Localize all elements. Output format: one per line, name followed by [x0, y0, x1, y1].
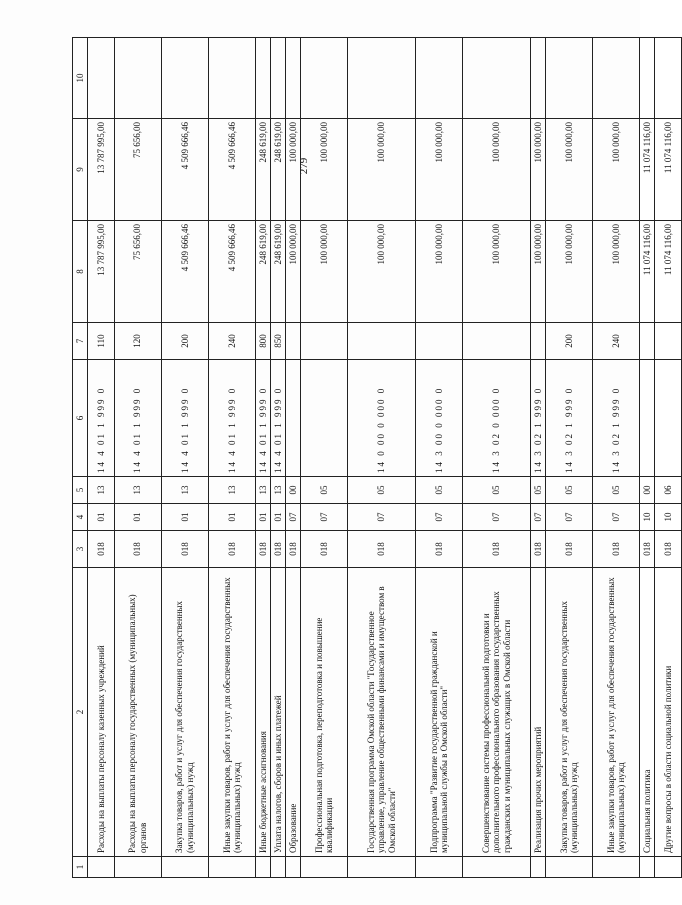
section-code-cell: 07 [416, 504, 463, 531]
empty-cell [271, 38, 286, 119]
expense-type-cell: 200 [546, 323, 593, 360]
subsection-code-cell: 05 [463, 477, 531, 504]
section-code-cell: 10 [655, 504, 682, 531]
expense-type-cell [286, 323, 301, 360]
subsection-code-cell: 05 [546, 477, 593, 504]
row-number-cell [301, 857, 348, 878]
section-code-cell: 01 [88, 504, 115, 531]
target-article-cell: 14 4 01 1 999 0 [114, 360, 161, 477]
amount-cell: 100 000,00 [546, 119, 593, 221]
row-name-cell: Образование [286, 568, 301, 857]
admin-code-cell: 018 [463, 531, 531, 568]
row-name-cell: Расходы на выплаты персоналу казенных учреждений [88, 568, 115, 857]
row-number-cell [416, 857, 463, 878]
column-number: 3 [73, 531, 88, 568]
admin-code-cell: 018 [348, 531, 416, 568]
subsection-code-cell: 13 [256, 477, 271, 504]
column-number: 2 [73, 568, 88, 857]
subsection-code-cell: 06 [655, 477, 682, 504]
target-article-cell: 14 4 01 1 999 0 [256, 360, 271, 477]
amount-cell: 100 000,00 [416, 119, 463, 221]
table-row [301, 38, 348, 878]
table-row [593, 38, 640, 878]
empty-cell [463, 38, 531, 119]
expense-type-cell [463, 323, 531, 360]
admin-code-cell: 018 [114, 531, 161, 568]
expense-type-cell [301, 323, 348, 360]
column-number: 9 [73, 119, 88, 221]
amount-cell: 100 000,00 [463, 221, 531, 323]
subsection-code-cell: 13 [114, 477, 161, 504]
admin-code-cell: 018 [271, 531, 286, 568]
amount-cell: 4 509 666,46 [208, 221, 255, 323]
column-number: 5 [73, 477, 88, 504]
table-row [271, 38, 286, 878]
table-row [348, 38, 416, 878]
amount-cell: 248 619,00 [271, 221, 286, 323]
empty-cell [655, 38, 682, 119]
table-row [546, 38, 593, 878]
admin-code-cell: 018 [286, 531, 301, 568]
section-code-cell: 07 [531, 504, 546, 531]
amount-cell: 13 787 995,00 [88, 221, 115, 323]
target-article-cell: 14 3 00 0 000 0 [416, 360, 463, 477]
rotated-table-wrapper [72, 48, 682, 878]
subsection-code-cell: 13 [271, 477, 286, 504]
section-code-cell: 01 [271, 504, 286, 531]
row-name-cell: Иные закупки товаров, работ и услуг для обеспечения государственных (муниципальных) нужд [593, 568, 640, 857]
empty-cell [208, 38, 255, 119]
admin-code-cell: 018 [301, 531, 348, 568]
section-code-cell: 07 [463, 504, 531, 531]
empty-cell [256, 38, 271, 119]
empty-cell [416, 38, 463, 119]
target-article-cell: 14 3 02 0 000 0 [463, 360, 531, 477]
row-name-cell: Иные бюджетные ассигнования [256, 568, 271, 857]
expense-type-cell [640, 323, 655, 360]
empty-cell [88, 38, 115, 119]
amount-cell: 4 509 666,46 [208, 119, 255, 221]
row-number-cell [655, 857, 682, 878]
expense-type-cell [416, 323, 463, 360]
expense-type-cell: 240 [593, 323, 640, 360]
row-number-cell [88, 857, 115, 878]
row-number-cell [161, 857, 208, 878]
expense-type-cell [655, 323, 682, 360]
table-row [256, 38, 271, 878]
empty-cell [640, 38, 655, 119]
column-number: 1 [73, 857, 88, 878]
row-number-cell [463, 857, 531, 878]
empty-cell [114, 38, 161, 119]
target-article-cell [655, 360, 682, 477]
column-number: 4 [73, 504, 88, 531]
amount-cell: 100 000,00 [301, 221, 348, 323]
empty-cell [348, 38, 416, 119]
expense-type-cell: 200 [161, 323, 208, 360]
table-row [531, 38, 546, 878]
target-article-cell: 14 4 01 1 999 0 [208, 360, 255, 477]
target-article-cell: 14 3 02 1 999 0 [531, 360, 546, 477]
row-name-cell: Иные закупки товаров, работ и услуг для обеспечения государственных (муниципальных) нужд [208, 568, 255, 857]
admin-code-cell: 018 [161, 531, 208, 568]
amount-cell: 75 656,00 [114, 119, 161, 221]
row-number-cell [286, 857, 301, 878]
section-code-cell: 10 [640, 504, 655, 531]
target-article-cell [301, 360, 348, 477]
subsection-code-cell: 13 [208, 477, 255, 504]
empty-cell [286, 38, 301, 119]
expense-type-cell: 120 [114, 323, 161, 360]
section-code-cell: 01 [161, 504, 208, 531]
row-name-cell: Другие вопросы в области социальной политики [655, 568, 682, 857]
amount-cell: 11 074 116,00 [640, 221, 655, 323]
table-row [208, 38, 255, 878]
row-number-cell [348, 857, 416, 878]
expense-type-cell [531, 323, 546, 360]
subsection-code-cell: 05 [593, 477, 640, 504]
target-article-cell [286, 360, 301, 477]
target-article-cell: 14 4 01 1 999 0 [161, 360, 208, 477]
subsection-code-cell: 05 [301, 477, 348, 504]
row-number-cell [114, 857, 161, 878]
row-name-cell: Расходы на выплаты персоналу государственных (муниципальных) органов [114, 568, 161, 857]
row-number-cell [593, 857, 640, 878]
admin-code-cell: 018 [655, 531, 682, 568]
amount-cell: 13 787 995,00 [88, 119, 115, 221]
amount-cell: 100 000,00 [286, 119, 301, 221]
subsection-code-cell: 00 [640, 477, 655, 504]
target-article-cell [640, 360, 655, 477]
amount-cell: 11 074 116,00 [655, 221, 682, 323]
amount-cell: 100 000,00 [531, 221, 546, 323]
row-name-cell: Уплата налогов, сборов и иных платежей [271, 568, 286, 857]
subsection-code-cell: 05 [348, 477, 416, 504]
column-number: 7 [73, 323, 88, 360]
expense-type-cell: 240 [208, 323, 255, 360]
row-name-cell: Закупка товаров, работ и услуг для обеспечения государственных (муниципальных) нужд [161, 568, 208, 857]
column-number: 6 [73, 360, 88, 477]
subsection-code-cell: 05 [416, 477, 463, 504]
row-number-cell [208, 857, 255, 878]
section-code-cell: 01 [114, 504, 161, 531]
amount-cell: 248 619,00 [256, 119, 271, 221]
amount-cell: 75 656,00 [114, 221, 161, 323]
expense-type-cell: 850 [271, 323, 286, 360]
admin-code-cell: 018 [593, 531, 640, 568]
amount-cell: 248 619,00 [271, 119, 286, 221]
admin-code-cell: 018 [208, 531, 255, 568]
row-name-cell: Профессиональная подготовка, переподготовка и повышение квалификации [301, 568, 348, 857]
column-number: 8 [73, 221, 88, 323]
expense-type-cell: 800 [256, 323, 271, 360]
amount-cell: 100 000,00 [348, 221, 416, 323]
table-row [88, 38, 115, 878]
amount-cell: 100 000,00 [301, 119, 348, 221]
subsection-code-cell: 05 [531, 477, 546, 504]
row-name-cell: Социальная политика [640, 568, 655, 857]
target-article-cell: 14 3 02 1 999 0 [593, 360, 640, 477]
section-code-cell: 07 [348, 504, 416, 531]
amount-cell: 100 000,00 [348, 119, 416, 221]
table-row [114, 38, 161, 878]
target-article-cell: 14 3 02 1 999 0 [546, 360, 593, 477]
empty-cell [301, 38, 348, 119]
amount-cell: 4 509 666,46 [161, 119, 208, 221]
empty-cell [161, 38, 208, 119]
column-number-row [73, 38, 88, 878]
row-name-cell: Подпрограмма "Развитие государственной гражданской и муниципальной службы в Омской области" [416, 568, 463, 857]
amount-cell: 100 000,00 [463, 119, 531, 221]
subsection-code-cell: 00 [286, 477, 301, 504]
table-body [73, 38, 682, 878]
target-article-cell: 14 0 00 0 000 0 [348, 360, 416, 477]
section-code-cell: 07 [301, 504, 348, 531]
amount-cell: 100 000,00 [286, 221, 301, 323]
amount-cell: 4 509 666,46 [161, 221, 208, 323]
admin-code-cell: 018 [88, 531, 115, 568]
section-code-cell: 01 [256, 504, 271, 531]
admin-code-cell: 018 [256, 531, 271, 568]
admin-code-cell: 018 [640, 531, 655, 568]
amount-cell: 100 000,00 [531, 119, 546, 221]
section-code-cell: 07 [286, 504, 301, 531]
row-number-cell [640, 857, 655, 878]
admin-code-cell: 018 [531, 531, 546, 568]
empty-cell [531, 38, 546, 119]
amount-cell: 11 074 116,00 [640, 119, 655, 221]
table-row [640, 38, 655, 878]
amount-cell: 100 000,00 [593, 221, 640, 323]
admin-code-cell: 018 [546, 531, 593, 568]
admin-code-cell: 018 [416, 531, 463, 568]
target-article-cell: 14 4 01 1 999 0 [271, 360, 286, 477]
table-row [286, 38, 301, 878]
section-code-cell: 07 [593, 504, 640, 531]
subsection-code-cell: 13 [88, 477, 115, 504]
expense-type-cell [348, 323, 416, 360]
amount-cell: 248 619,00 [256, 221, 271, 323]
expense-type-cell: 110 [88, 323, 115, 360]
section-code-cell: 07 [546, 504, 593, 531]
table-row [655, 38, 682, 878]
amount-cell: 100 000,00 [593, 119, 640, 221]
column-number: 10 [73, 38, 88, 119]
row-number-cell [256, 857, 271, 878]
table-row [161, 38, 208, 878]
table-row [416, 38, 463, 878]
empty-cell [593, 38, 640, 119]
page-number: 279 [298, 157, 310, 175]
row-name-cell: Государственная программа Омской области "Государственное управление, управление общественными финансами и имуществом в Омской области" [348, 568, 416, 857]
row-name-cell: Закупка товаров, работ и услуг для обеспечения государственных (муниципальных) нужд [546, 568, 593, 857]
section-code-cell: 01 [208, 504, 255, 531]
table-row [463, 38, 531, 878]
row-name-cell: Совершенствование системы профессиональной подготовки и дополнительного профессионального образования государственных гражданских и муниципальных служащих в Омской области [463, 568, 531, 857]
subsection-code-cell: 13 [161, 477, 208, 504]
target-article-cell: 14 4 01 1 999 0 [88, 360, 115, 477]
amount-cell: 100 000,00 [546, 221, 593, 323]
budget-table [72, 37, 682, 878]
empty-cell [546, 38, 593, 119]
row-number-cell [271, 857, 286, 878]
amount-cell: 11 074 116,00 [655, 119, 682, 221]
row-number-cell [531, 857, 546, 878]
amount-cell: 100 000,00 [416, 221, 463, 323]
row-number-cell [546, 857, 593, 878]
row-name-cell: Реализация прочих мероприятий [531, 568, 546, 857]
